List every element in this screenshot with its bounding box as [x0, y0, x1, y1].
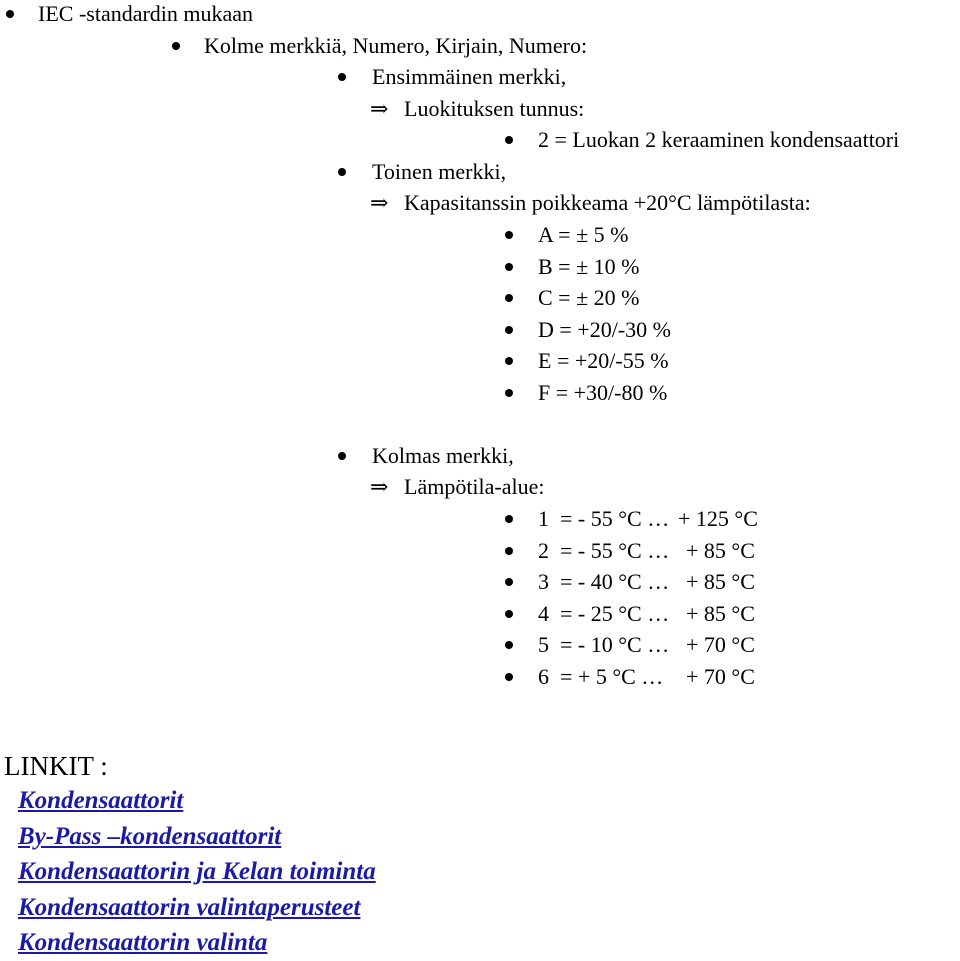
- link-kondensaattorin-valinta[interactable]: Kondensaattorin valinta: [18, 929, 268, 956]
- temp-high: + 125 °C: [678, 506, 758, 531]
- temperature-item: [538, 601, 755, 627]
- temp-low: = - 55 °C …: [560, 538, 670, 563]
- tolerance-item: D = +20/-30 %: [538, 317, 671, 342]
- temp-low: = - 40 °C …: [560, 569, 670, 594]
- temp-high: + 85 °C: [686, 569, 755, 594]
- bullet-icon: [505, 389, 513, 397]
- first-char-item: 2 = Luokan 2 keraaminen kondensaattori: [538, 127, 900, 152]
- first-char-sub: Luokituksen tunnus:: [404, 96, 585, 121]
- bullet-icon: [505, 263, 513, 271]
- temp-code: 6: [538, 664, 549, 689]
- temp-low: = + 5 °C …: [560, 664, 664, 689]
- implies-arrow-icon: ⇒: [370, 96, 389, 121]
- temp-code: 2: [538, 538, 549, 563]
- tolerance-item: B = ± 10 %: [538, 254, 640, 279]
- temp-high: + 85 °C: [686, 538, 755, 563]
- bullet-icon: [505, 136, 513, 144]
- bullet-icon: [505, 673, 513, 681]
- temp-low: = - 25 °C …: [560, 601, 670, 626]
- link-kondensaattorin-valintaperusteet[interactable]: Kondensaattorin valintaperusteet: [18, 894, 361, 921]
- link-kondensaattorin-ja-kelan-toiminta[interactable]: Kondensaattorin ja Kelan toiminta: [18, 858, 376, 885]
- links-heading: LINKIT :: [4, 751, 108, 781]
- temp-code: 1: [538, 506, 549, 531]
- list-item-standard: IEC -standardin mukaan: [38, 1, 254, 26]
- temp-high: + 70 °C: [686, 664, 755, 689]
- tolerance-item: E = +20/-55 %: [538, 348, 669, 373]
- second-char-sub: Kapasitanssin poikkeama +20°C lämpötilasta:: [404, 190, 811, 215]
- bullet-icon: [505, 231, 513, 239]
- temp-code: 5: [538, 632, 549, 657]
- first-char-label: Ensimmäinen merkki,: [372, 64, 567, 89]
- bullet-icon: [505, 578, 513, 586]
- second-char-label: Toinen merkki,: [372, 159, 507, 184]
- temp-low: = - 10 °C …: [560, 632, 670, 657]
- bullet-icon: [505, 547, 513, 555]
- link-bypass-kondensaattorit[interactable]: By-Pass –kondensaattorit: [18, 823, 282, 850]
- temp-code: 3: [538, 569, 549, 594]
- bullet-icon: [172, 42, 180, 50]
- temperature-item: [538, 632, 755, 658]
- bullet-icon: [505, 326, 513, 334]
- implies-arrow-icon: ⇒: [370, 474, 389, 499]
- bullet-icon: [505, 515, 513, 523]
- third-char-label: Kolmas merkki,: [372, 443, 514, 468]
- temp-code: 4: [538, 601, 549, 626]
- bullet-icon: [505, 294, 513, 302]
- temp-high: + 70 °C: [686, 632, 755, 657]
- bullet-icon: [338, 73, 346, 81]
- temperature-item: [538, 569, 755, 595]
- bullet-icon: [505, 641, 513, 649]
- tolerance-item: A = ± 5 %: [538, 222, 629, 247]
- temperature-item: [538, 538, 755, 564]
- bullet-icon: [505, 610, 513, 618]
- third-char-sub: Lämpötila-alue:: [404, 474, 545, 499]
- temp-high: + 85 °C: [686, 601, 755, 626]
- bullet-icon: [338, 168, 346, 176]
- implies-arrow-icon: ⇒: [370, 190, 389, 215]
- temp-low: = - 55 °C …: [560, 506, 670, 531]
- temperature-item: [538, 506, 758, 532]
- bullet-icon: [338, 452, 346, 460]
- link-kondensaattorit[interactable]: Kondensaattorit: [18, 787, 184, 814]
- list-item-format: Kolme merkkiä, Numero, Kirjain, Numero:: [204, 33, 588, 58]
- bullet-icon: [505, 357, 513, 365]
- bullet-icon: [6, 10, 14, 18]
- temperature-item: [538, 664, 755, 690]
- tolerance-item: F = +30/-80 %: [538, 380, 668, 405]
- tolerance-item: C = ± 20 %: [538, 285, 640, 310]
